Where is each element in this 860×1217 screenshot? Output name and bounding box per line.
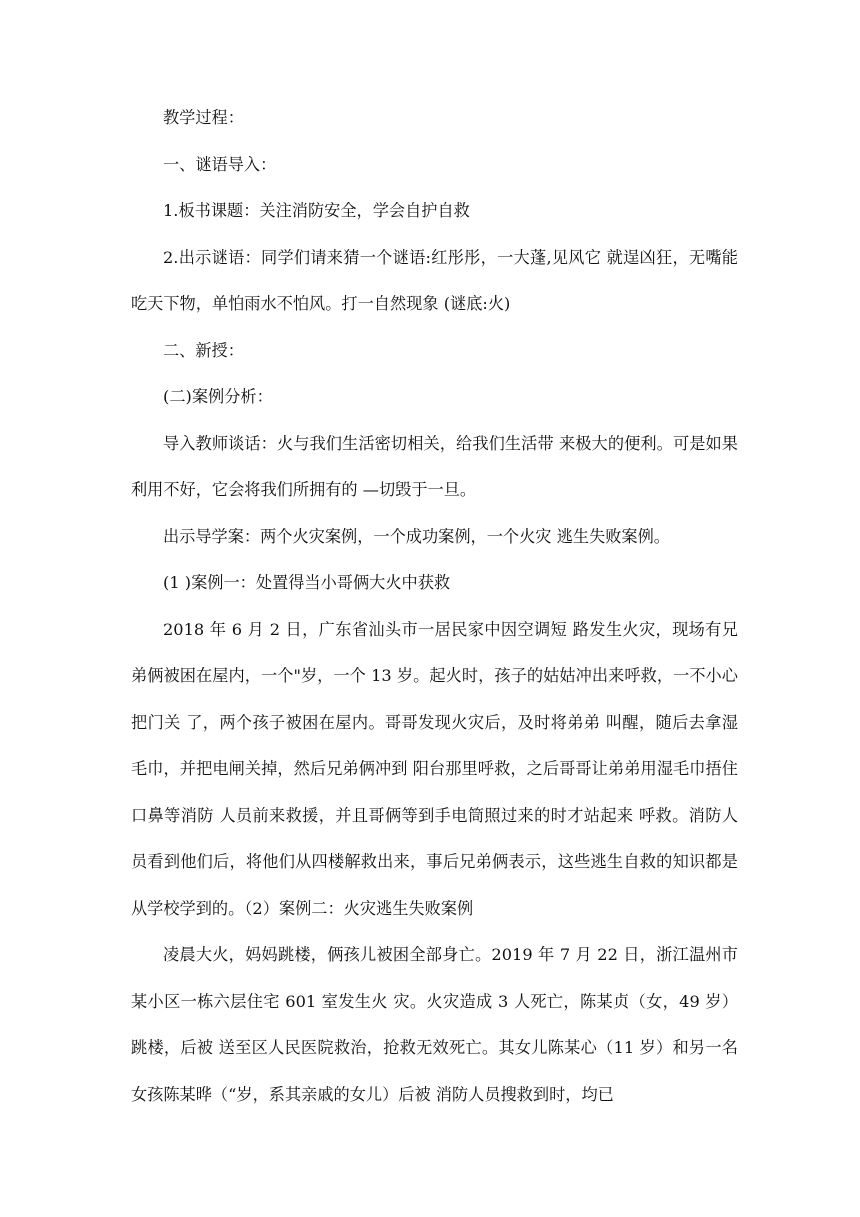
section-riddle-intro: 一、谜语导入： (163, 154, 277, 174)
document-body (131, 95, 738, 1118)
study-guide-paragraph: 出示导学案：两个火灾案例，一个成功案例，一个火灾 逃生失败案例。 (163, 526, 670, 546)
step-board-title: 1.板书课题：关注消防安全，学会自护自救 (163, 201, 470, 220)
section-new-lesson: 二、新授： (163, 340, 244, 360)
teacher-talk-paragraph: 导入教师谈话：火与我们生活密切相关，给我们生活带 来极大的便利。可是如果利用不好，它会将我们所拥有的 —切毁于一旦。 (131, 433, 738, 499)
subsection-case-analysis: (二)案例分析： (163, 387, 273, 406)
case-two-body: 凌晨大火，妈妈跳楼，俩孩儿被困全部身亡。2019 年 7 月 22 日，浙江温州市某小区一栋六层住宅 601 室发生火 灾。火灾造成 3 人死亡，陈某贞（女，49 岁）跳楼，后被 送至区人民医院救治，抢救无效死亡。其女儿陈某心（11 岁）和另一名女孩陈某晔（“岁，系其亲戚的女儿）后被 消防人员搜救到时，均已 (131, 945, 738, 1104)
step-show-riddle: 2.出示谜语：同学们请来猜一个谜语:红彤彤，一大蓬,见风它 就逞凶狂，无嘴能吃天下物，单怕雨水不怕风。打一自然现象 (谜底:火) (131, 247, 738, 313)
heading-teaching-process: 教学过程： (163, 108, 244, 127)
case-one-body: 2018 年 6 月 2 日，广东省汕头市一居民家中因空调短 路发生火灾，现场有兄弟俩被困在屋内，一个"岁，一个 13 岁。起火时，孩子的姑姑冲出来呼救，一不小心把门关 了，两个孩子被困在屋内。哥哥发现火灾后，及时将弟弟 叫醒，随后去拿湿毛巾，并把电闸关掉，然后兄弟俩冲到 阳台那里呼救，之后哥哥让弟弟用湿毛巾捂住口鼻等消防 人员前来救援，并且哥俩等到手电筒照过来的时才站起来 呼救。消防人员看到他们后，将他们从四楼解救出来，事后兄弟俩表示，这些逃生自救的知识都是从学校学到的。（2）案例二：火灾逃生失败案例 (131, 619, 738, 918)
case-one-title: (1 )案例一：处置得当小哥俩大火中获救 (163, 573, 451, 592)
